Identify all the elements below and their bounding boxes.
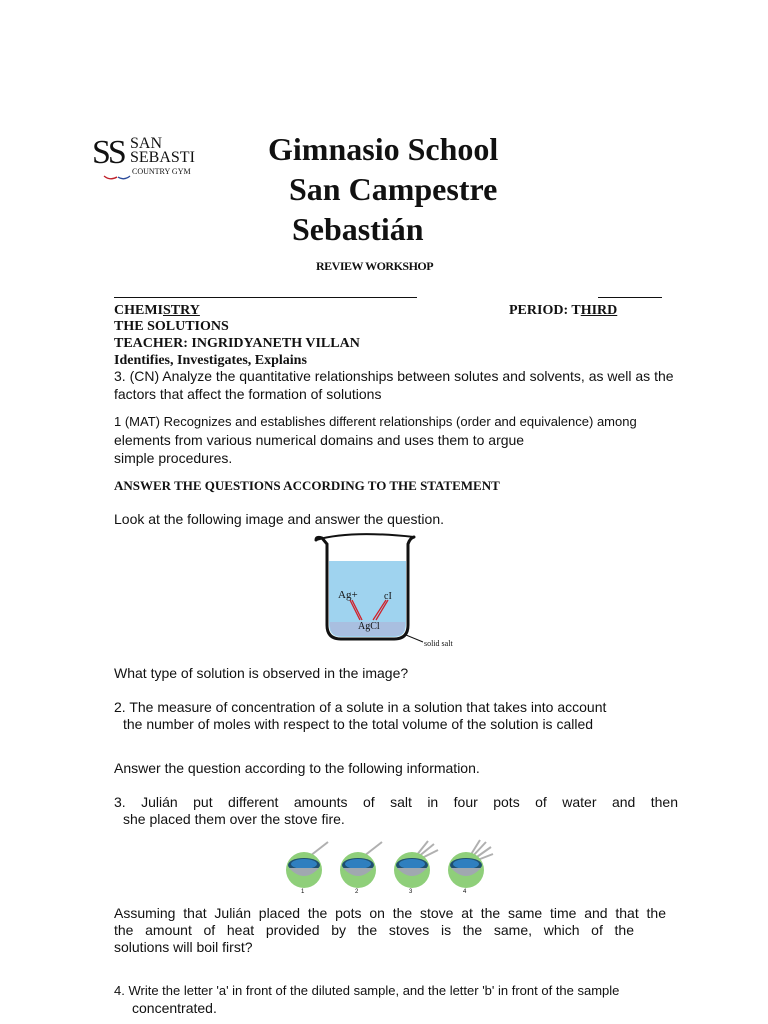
beaker-rim (316, 534, 414, 540)
pot-number: 1 (301, 889, 305, 895)
pot-item (390, 838, 440, 895)
question-3-line2: she placed them over the stove fire. (123, 811, 345, 827)
pots-row (282, 838, 492, 900)
pot-item (444, 838, 494, 895)
question-2-line2: the number of moles with respect to the total volume of the solution is called (123, 716, 594, 732)
period-label: PERIOD: T (509, 303, 581, 318)
logo-line1: SAN (130, 135, 163, 152)
info-prompt: Answer the question according to the following information. (114, 760, 480, 776)
pot-icon (336, 838, 386, 890)
ion-ag: Ag+ (338, 589, 358, 601)
assumption-line2: the amount of heat provided by the stoves is the same, which of the (114, 922, 634, 938)
competence-mat-line2: elements from various numerical domains and uses them to argue (114, 432, 525, 448)
assumption-line1: Assuming that Julián placed the pots on the stove at the same time and that the (114, 905, 666, 921)
pot-icon (444, 838, 494, 890)
solid-salt-label: solid salt (424, 639, 453, 648)
competence-cn-line2: factors that affect the formation of solutions (114, 386, 382, 402)
pot-icon (390, 838, 440, 890)
pot-icon (282, 838, 332, 890)
question-4-line2: concentrated. (132, 1000, 217, 1016)
subject-part-a: CHEMI (114, 303, 163, 318)
pot-number: 4 (463, 889, 467, 895)
title-line3: Sebastián (292, 211, 424, 247)
school-logo (92, 134, 204, 184)
competence-mat-line1: 1 (MAT) Recognizes and establishes different relationships (order and equivalence) among (114, 414, 637, 429)
pot-number: 2 (355, 889, 359, 895)
competence-mat-line3: simple procedures. (114, 450, 233, 466)
logo-line2: SEBASTI (130, 150, 195, 166)
header-rule-right (598, 297, 662, 298)
pot-item (336, 838, 386, 895)
logo-mark: SS (92, 134, 124, 171)
teacher: TEACHER: INGRIDYANETH VILLAN (114, 336, 360, 351)
prompt-image: Look at the following image and answer the question. (114, 511, 444, 527)
pot-item (282, 838, 332, 895)
salt-label: AgCl (358, 621, 380, 632)
question-3-line1: 3. Julián put different amounts of salt in four pots of water and then (114, 794, 678, 810)
question-1: What type of solution is observed in the image? (114, 665, 409, 681)
ion-cl: cI (384, 591, 392, 602)
period-value: HIRD (580, 303, 618, 318)
question-2-line1: 2. The measure of concentration of a solute in a solution that takes into account (114, 699, 607, 715)
subject (114, 302, 228, 319)
solid-salt-pointer (406, 635, 423, 642)
question-4-line1: 4. Write the letter 'a' in front of the diluted sample, and the letter 'b' in front of the sample (114, 983, 620, 998)
subtitle: REVIEW WORKSHOP (316, 259, 434, 273)
pot-number: 3 (409, 889, 413, 895)
topic: THE SOLUTIONS (114, 319, 229, 334)
title-line1: Gimnasio School (268, 131, 499, 167)
instruction: ANSWER THE QUESTIONS ACCORDING TO THE STATEMENT (114, 478, 500, 493)
period (509, 302, 649, 319)
logo-swoosh-icon (102, 174, 132, 182)
skills: Identifies, Investigates, Explains (114, 353, 307, 368)
beaker-figure (310, 532, 480, 654)
assumption-line3: solutions will boil first? (114, 939, 253, 955)
header-rule-left (114, 297, 417, 298)
competence-cn-line1: 3. (CN) Analyze the quantitative relationships between solutes and solvents, as well as the (114, 368, 674, 384)
subject-part-b: STRY (163, 303, 200, 318)
logo-line3: COUNTRY GYM (132, 167, 191, 176)
title-line2: San Campestre (289, 171, 498, 207)
